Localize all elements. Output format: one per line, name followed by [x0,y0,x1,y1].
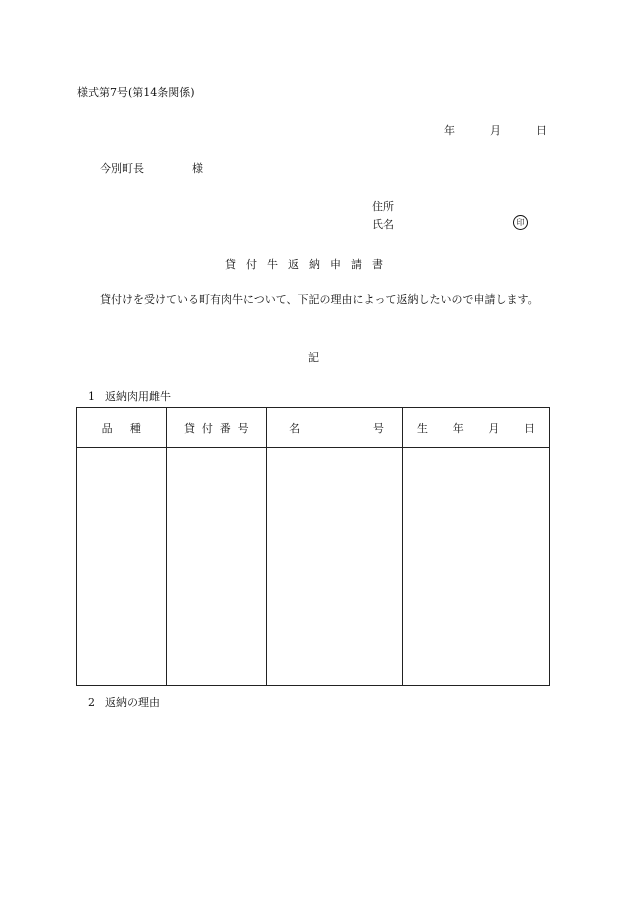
ki-heading: 記 [308,351,319,364]
header-birth-date [403,408,550,448]
form-number: 様式第7号(第14条関係) [77,86,195,99]
address-label: 住所 [372,200,394,213]
table-row [77,448,550,686]
section-2-heading [88,694,160,710]
cell-loan-number[interactable] [166,448,267,686]
table-header-row [77,408,550,448]
section-2-label: 返納の理由 [105,696,160,709]
header-birth-char: 生 [417,421,429,435]
header-breed-char: 品 [101,421,113,435]
header-breed-char: 種 [129,421,141,435]
section-2-number: 2 [88,696,95,709]
section-1-number: 1 [88,390,95,403]
section-1-heading [88,388,171,404]
header-loan-char: 号 [237,421,249,435]
header-name-char: 号 [373,421,385,435]
seal-mark: 印 [513,215,528,230]
document-title: 貸付牛返納申請書 [225,258,393,271]
body-text: 貸付けを受けている町有肉牛について、下記の理由によって返納したいので申請します。 [100,293,539,306]
cell-breed[interactable] [77,448,167,686]
addressee [100,160,203,176]
header-loan-number [166,408,267,448]
header-name [267,408,403,448]
header-loan-char: 付 [201,421,213,435]
date-year-label: 年 [444,124,455,137]
header-birth-char: 月 [488,421,500,435]
addressee-honorific: 様 [192,162,203,175]
header-name-char: 名 [289,421,301,435]
cell-name[interactable] [267,448,403,686]
header-loan-char: 貸 [183,421,195,435]
date-line [444,122,547,138]
header-birth-char: 年 [452,421,464,435]
cell-birth-date[interactable] [403,448,550,686]
date-day-label: 日 [536,124,547,137]
header-breed [77,408,167,448]
cattle-table [76,407,550,686]
name-label: 氏名 [372,218,394,231]
header-loan-char: 番 [219,421,231,435]
section-1-label: 返納肉用雌牛 [105,390,171,403]
header-birth-char: 日 [524,421,535,435]
addressee-name: 今別町長 [100,162,144,175]
date-month-label: 月 [490,124,501,137]
